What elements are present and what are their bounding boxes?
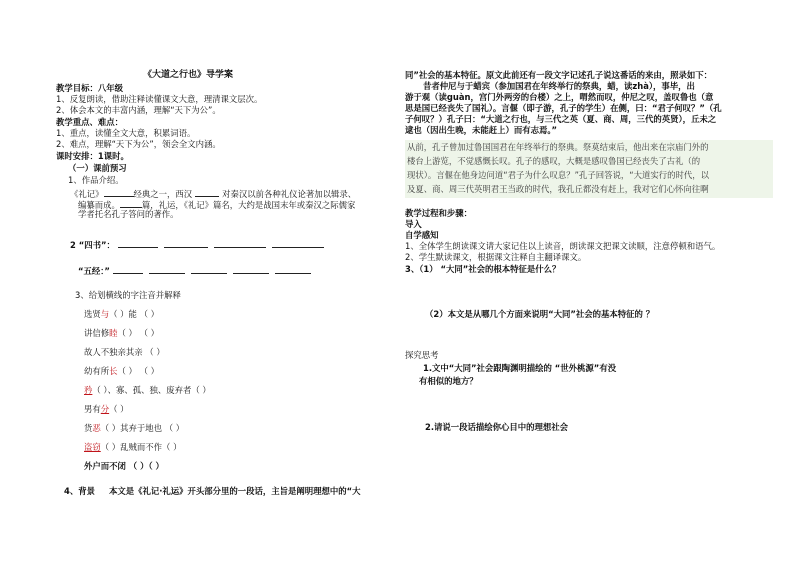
hours: 课时安排：1课时。 <box>56 151 129 161</box>
right-line-1: 同”社会的基本特征。原文此前还有一段文字记述孔子说这番话的来由，照录如下： <box>405 70 713 80</box>
intro: 导入 <box>405 219 422 229</box>
word-row: 货恶（ ）其弃于地也 （ ） <box>84 423 185 433</box>
word-row-last: 外户而不闭 （ ）（ ） <box>84 461 164 471</box>
translation-line: 及夏、商、周三代英明君王当政的时代，我孔丘都没有赶上，我对它们心怀向往啊 <box>407 184 709 194</box>
word-row: 幼有所长（ ） （ ） <box>84 366 159 376</box>
goal-2: 2、体会本文的丰富内涵，理解“天下为公”。 <box>56 105 221 115</box>
right-line-4: 思是国已经丧失了国礼）。言偃（即子游，孔子的学生）在侧，曰：“君子何叹？”（孔 <box>405 103 722 113</box>
right-line-3: 游于观（读guàn，宫门外两旁的台楼）之上，喟然而叹，仲尼之叹，盖叹鲁也（意 <box>405 92 714 102</box>
word-row: 盗窃（ ）乱贼而不作（ ） <box>84 442 182 452</box>
explore-1a: 1.文中“大同”社会跟陶渊明描绘的 “世外桃源”有没 <box>423 363 617 373</box>
right-line-5: 子何叹？）孔子曰：“大道之行也，与三代之英（夏、商、周，三代的英贤），丘未之 <box>405 114 717 124</box>
word-row: 讲信修睦（ ） （ ） <box>84 328 159 338</box>
step-1: 1、全体学生朗读课文请大家记住以上读音，朗读课文把课文读顺，注意停顿和语气。 <box>405 241 721 251</box>
translation-line: 楼台上游览，不觉感慨长叹。孔子的感叹，大概是感叹鲁国已经丧失了古礼（的 <box>407 156 701 166</box>
question-3-2: （2）本文是从哪几个方面来说明“大同”社会的基本特征的 ？ <box>425 309 655 319</box>
explore-2: 2.请说一段话描绘你心目中的理想社会 <box>425 422 569 432</box>
step-2: 2、学生默读课文，根据课文注释自主翻译课文。 <box>405 252 587 262</box>
liji-line-3: 学者托名孔子答问的著作。 <box>78 209 179 219</box>
word-row: 故人不独亲其亲 （ ） <box>84 347 165 357</box>
item-3: 3、给划横线的字注音并解释 <box>75 290 181 300</box>
wujing-line: “五经：” <box>78 264 311 277</box>
key-2: 2、难点，理解“天下为公”，领会全文内涵。 <box>56 139 221 149</box>
process-title: 教学过程和步骤： <box>405 208 472 218</box>
word-row: 选贤与（ ）能 （ ） <box>84 309 159 319</box>
item-1: 1、作品介绍。 <box>68 175 124 185</box>
word-row: 矜（ ）、寡、孤、独、废弃者（ ） <box>84 385 211 395</box>
self-study: 自学感知 <box>405 230 439 240</box>
translation-line: 现状）。言偃在他身边问道“君子为什么叹息？”孔子回答说，“大道实行的时代，以 <box>407 170 709 180</box>
word-row: 男有分（ ） <box>84 404 129 414</box>
explore-1b: 有相似的地方？ <box>419 376 478 386</box>
goals-title: 教学目标：八年级 <box>56 83 123 93</box>
right-line-6: 逮也（因出生晚，未能赶上）而有志焉。” <box>405 125 558 135</box>
right-line-2: 昔者仲尼与于蜡宾（参加国君在年终举行的祭典，蜡，读zhà），事毕，出 <box>423 81 695 91</box>
liji-line-1: 《礼记》 经典之一，西汉 对秦汉以前各种礼仪论著加以辑录、 <box>70 189 357 199</box>
question-3-1: 3、（1） “大同”社会的根本特征是什么？ <box>405 264 561 274</box>
explore-title: 探究思考 <box>405 350 439 360</box>
key-1: 1、重点，读懂全文大意，积累词语。 <box>56 128 196 138</box>
liji-line-2: 编纂而成。 篇，礼运，《礼记》篇名，大约是战国末年或秦汉之际儒家 <box>78 200 356 210</box>
page-title: 《大道之行也》导学案 <box>143 70 234 80</box>
preview-title: （一）课前预习 <box>68 163 127 173</box>
goal-1: 1、反复朗读，借助注释读懂课文大意，理清课文层次。 <box>56 94 263 104</box>
key-title: 教学重点、难点： <box>56 117 123 127</box>
translation-line: 从前，孔子曾加过鲁国国君在年终举行的祭典。祭莫结束后，他出来在宗庙门外的 <box>407 142 709 152</box>
background-line: 4、背景 本文是《礼记·礼运》开头部分里的一段话，主旨是阐明理想中的“大 <box>64 486 361 496</box>
sishu-line: 2 “四书”： <box>70 238 324 251</box>
